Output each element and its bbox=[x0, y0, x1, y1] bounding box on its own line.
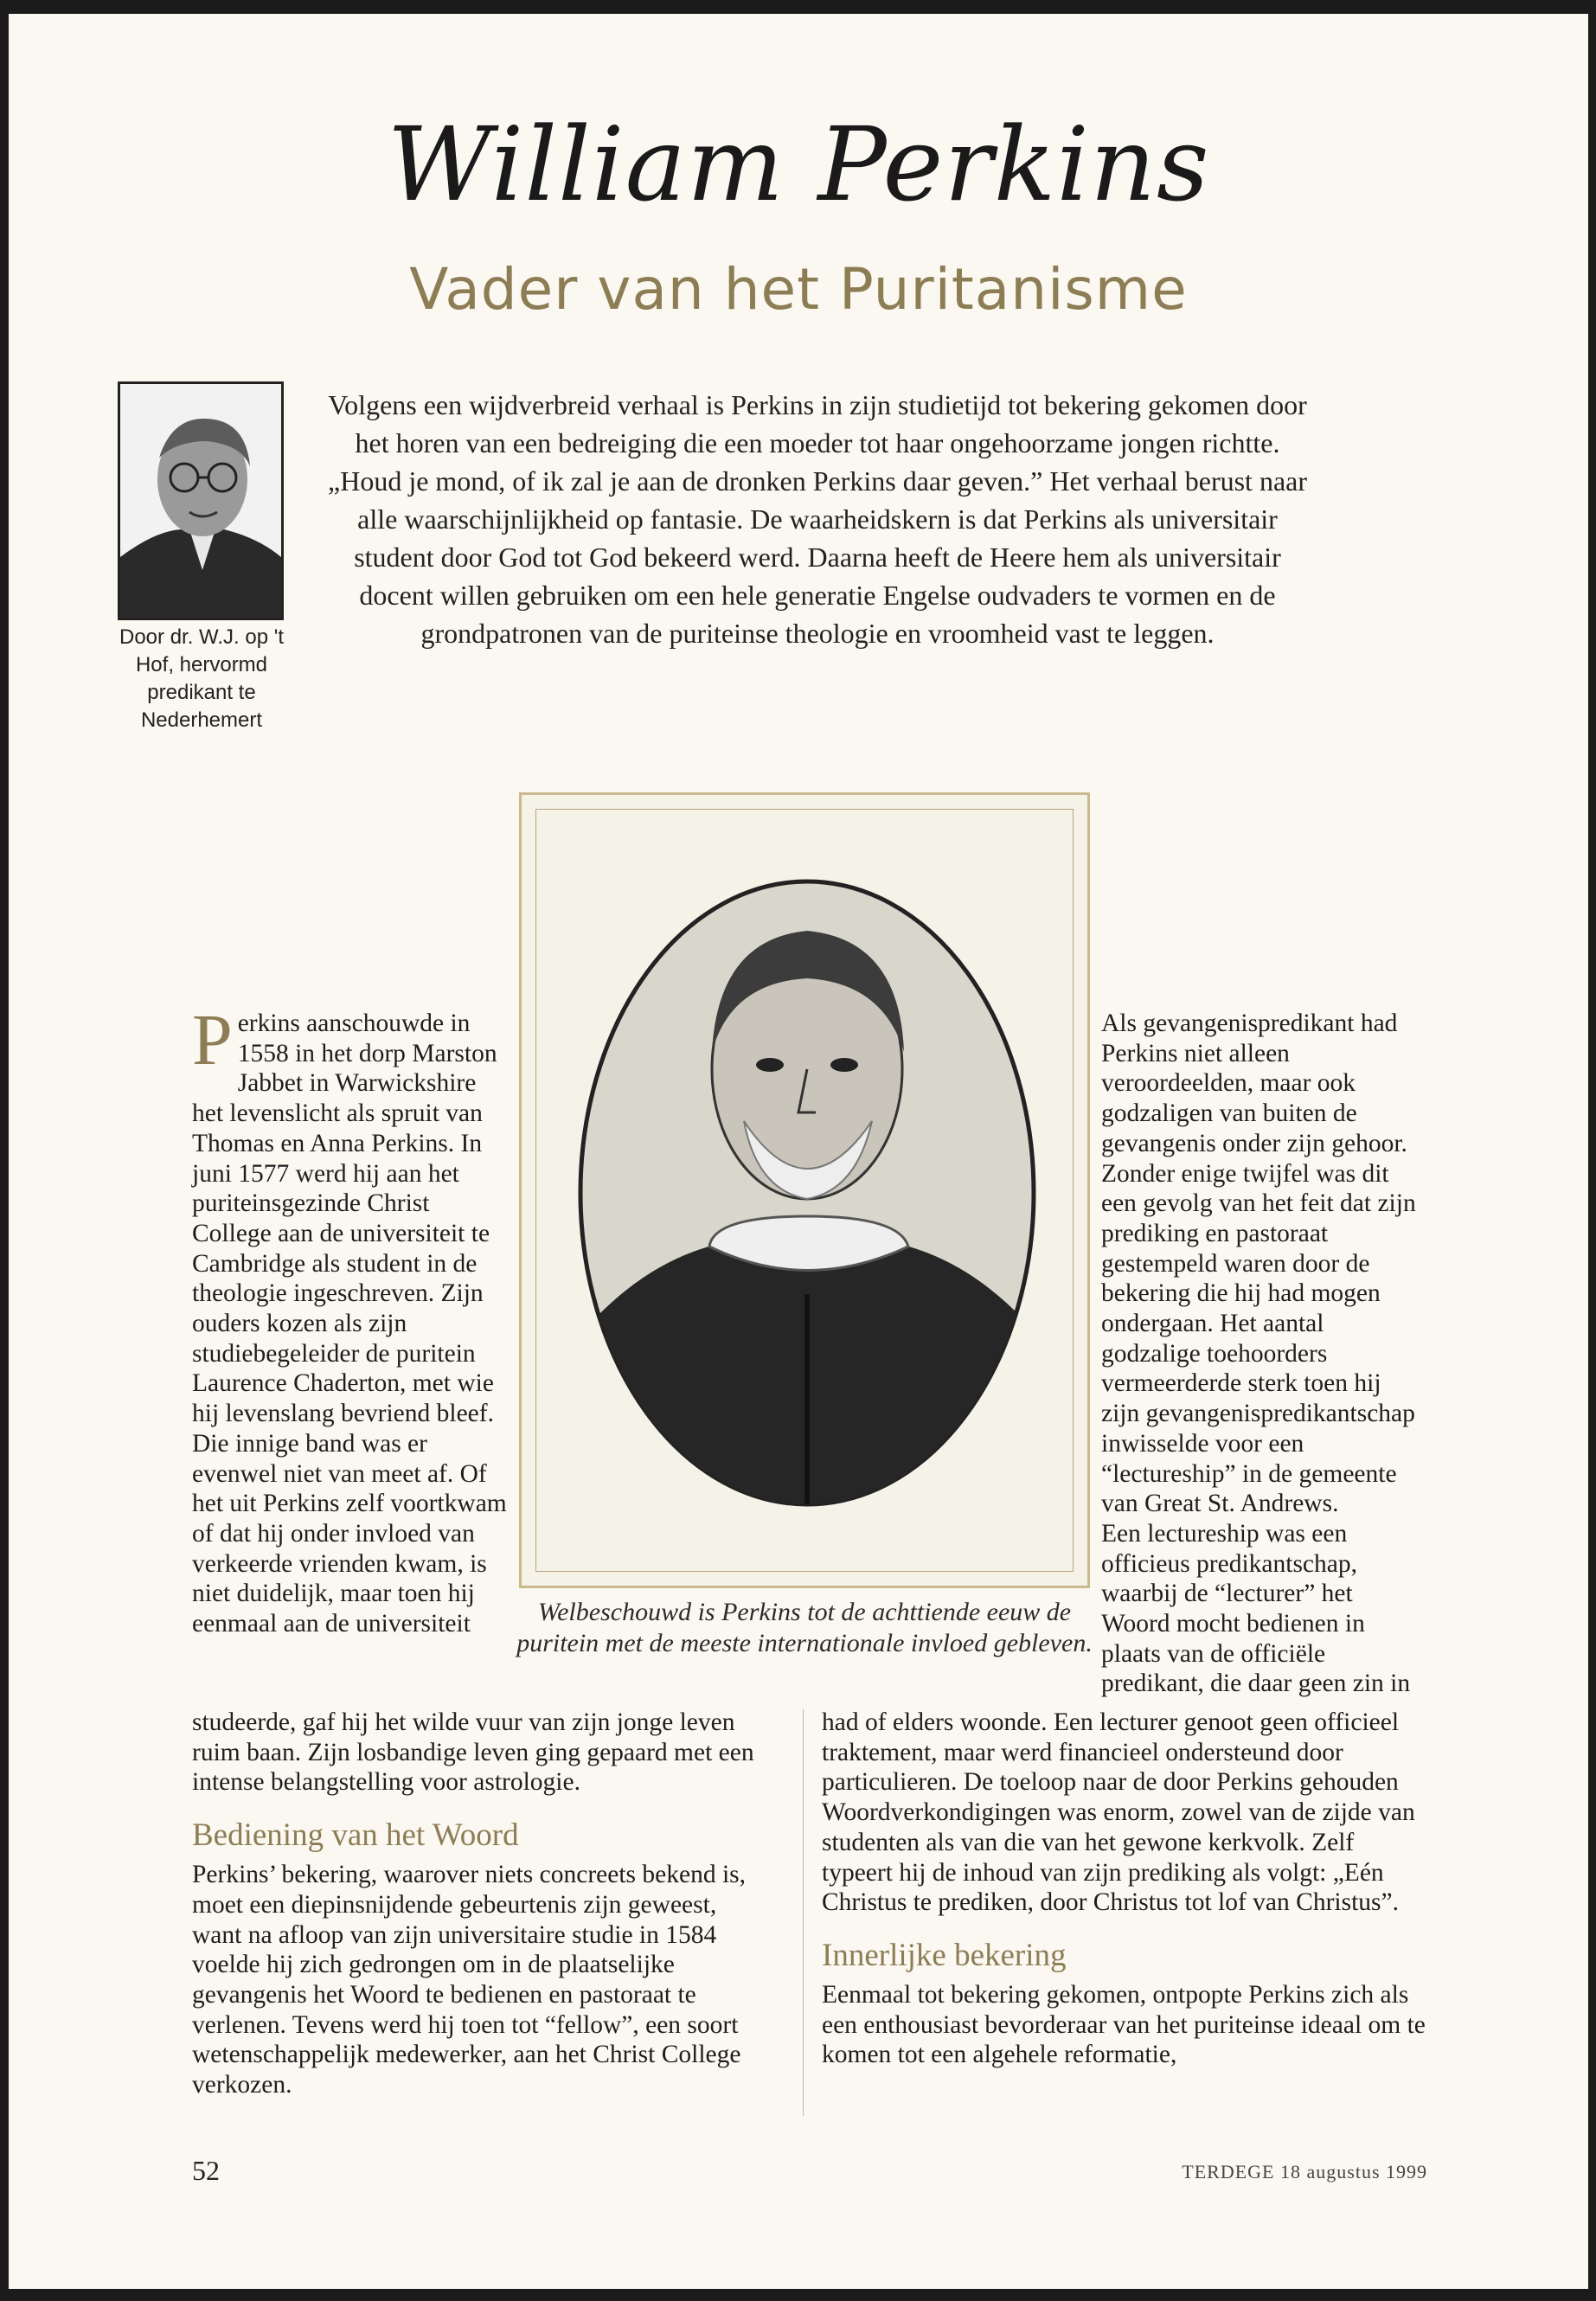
body-text: Eenmaal tot bekering gekomen, ontpopte Perkins zich als een enthousiast bevorderaar van het puriteinse ideaal om te komen tot een algehele reformatie, bbox=[822, 1980, 1426, 2069]
body-text: studeerde, gaf hij het wilde vuur van zijn jonge leven ruim baan. Zijn losbandige leven ging gepaard met een intense belangstelling voor astrologie. bbox=[192, 1708, 754, 1797]
portrait-frame bbox=[519, 792, 1090, 1588]
portrait-engraving bbox=[535, 809, 1074, 1572]
article-title: William Perkins bbox=[387, 105, 1210, 224]
body-text: Perkins’ bekering, waarover niets concreets bekend is, moet een diepinsnijdende gebeurtenis zijn geweest, want na afloop van zijn universitaire studie in 1584 voelde hij zich gedrongen om in de plaatselijke gevangenis het Woord te bedienen en pastoraat te verlenen. Tevens werd hij toen tot “fellow”, een soort wetenschappelijk medewerker, aan het Christ College verkozen. bbox=[192, 1861, 747, 2099]
column-left-upper bbox=[192, 1000, 512, 1639]
section-heading: Innerlijke bekering bbox=[822, 1937, 1067, 1973]
section-heading: Bediening van het Woord bbox=[192, 1817, 519, 1854]
column-right-lower bbox=[822, 1708, 1427, 2070]
author-photo bbox=[118, 381, 284, 620]
column-left-lower bbox=[192, 1708, 772, 2100]
magazine-page bbox=[9, 14, 1588, 2289]
column-right-upper bbox=[1101, 1009, 1421, 1699]
author-caption: Door dr. W.J. op 't Hof, hervormd predikant te Nederhemert bbox=[119, 625, 284, 732]
body-text: had of elders woonde. Een lecturer genoot geen officieel traktement, maar werd financieel ondersteund door particulieren. De toeloop naar de door Perkins gehouden Woordverkondigingen was enorm, zowel van de zijde van studenten als van die van het gewone kerkvolk. Zelf typeert hij de inhoud van zijn prediking als volgt: „Eén Christus te prediken, door Christus tot lof van Christus”. bbox=[822, 1708, 1415, 1917]
page-number: 52 bbox=[192, 2155, 220, 2186]
body-text: Als gevangenispredikant had Perkins niet alleen veroordeelden, maar ook godzaligen van buiten de gevangenis onder zijn gehoor. Zonder enige twijfel was dit een gevolg van het feit dat zijn prediking en pastoraat gestempeld waren door de bekering die hij had mogen ondergaan. Het aantal godzalige toehoorders vermeerderde sterk toen hij zijn gevangenispredikantschap inwisselde voor een “lectureship” in de gemeente van Great St. Andrews. bbox=[1101, 1009, 1416, 1518]
body-text: erkins aanschouwde in 1558 in het dorp Marston Jabbet in Warwickshire het levenslicht als spruit van Thomas en Anna Perkins. In juni 1577 werd hij aan het puriteinsgezinde Christ College aan de universiteit te Cambridge als student in de theologie ingeschreven. Zijn ouders kozen als zijn studiebegeleider de puritein Laurence Chaderton, met wie hij levenslang bevriend bleef. Die innige band was er evenwel niet van meet af. Of het uit Perkins zelf voortkwam of dat hij onder invloed van verkeerde vrienden kwam, is niet duidelijk, maar toen hij eenmaal aan de universiteit bbox=[192, 1009, 507, 1638]
drop-cap: P bbox=[192, 1000, 233, 1080]
column-divider bbox=[803, 1709, 804, 2116]
portrait-caption: Welbeschouwd is Perkins tot de achttiende eeuw de puritein met de meeste internationale invloed gebleven. bbox=[516, 1598, 1093, 1657]
intro-paragraph: Volgens een wijdverbreid verhaal is Perkins in zijn studietijd tot bekering gekomen door het horen van een bedreiging die een moeder tot haar ongehoorzame jongen richtte. „Houd je mond, of ik zal je aan de dronken Perkins daar geven.” Het verhaal berust naar alle waarschijnlijkheid op fantasie. De waarheidskern is dat Perkins als universitair student door God tot God bekeerd werd. Daarna heeft de Heere hem als universitair docent willen gebruiken om een hele generatie Engelse oudvaders te vormen en de grondpatronen van de puriteinse theologie en vroomheid vast te leggen. bbox=[328, 389, 1307, 649]
publication-line: TERDEGE 18 augustus 1999 bbox=[1182, 2161, 1427, 2182]
article-subtitle: Vader van het Puritanisme bbox=[409, 256, 1188, 323]
author-portrait-image bbox=[120, 384, 281, 618]
body-text: Een lectureship was een officieus predikantschap, waarbij de “lecturer” het Woord mocht bedienen in plaats van de officiële predikant, die daar geen zin in bbox=[1101, 1519, 1411, 1698]
